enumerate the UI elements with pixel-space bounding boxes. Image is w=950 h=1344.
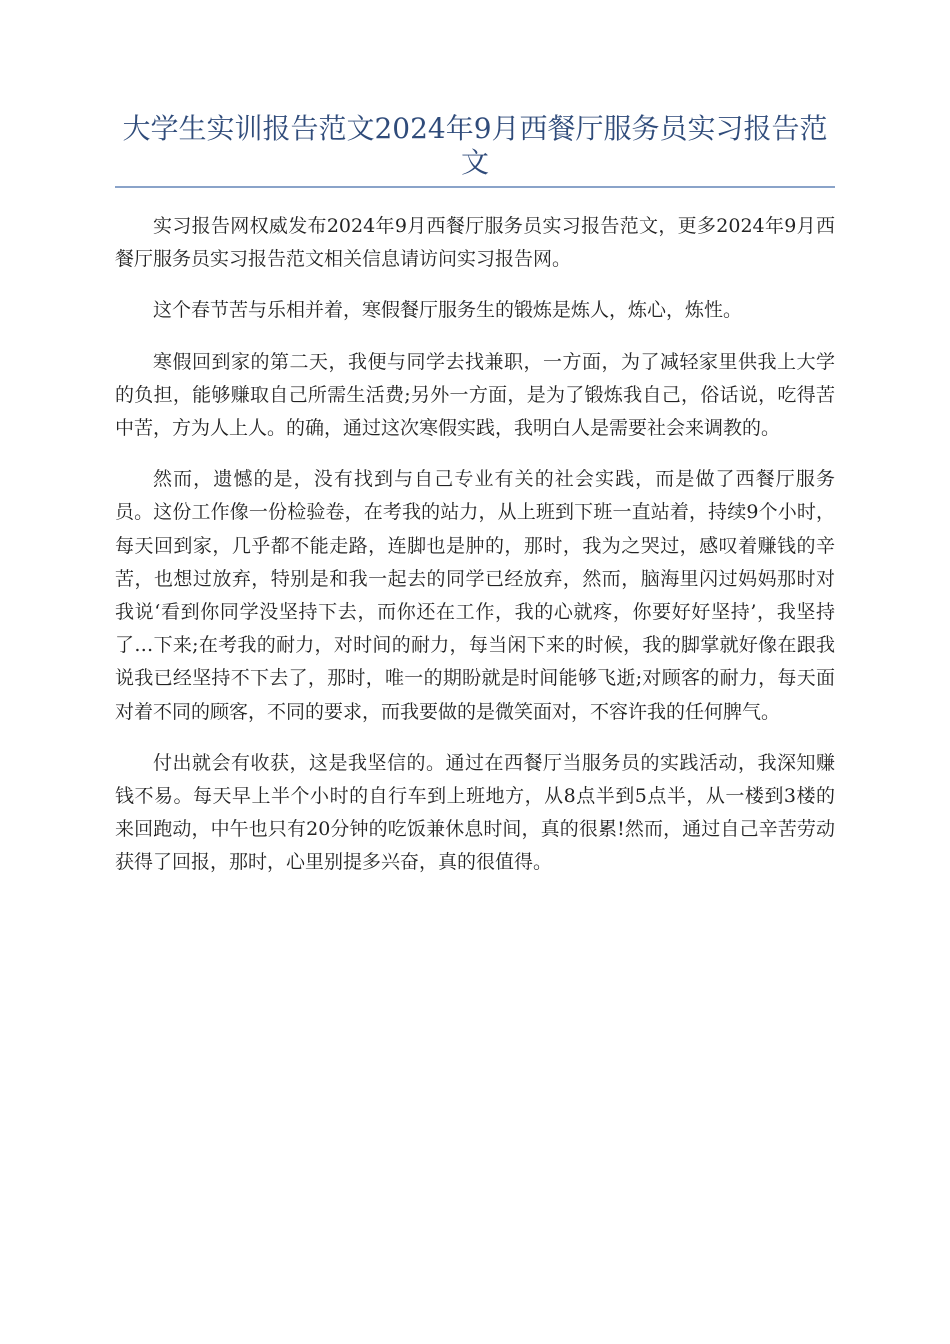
title-block xyxy=(115,112,835,188)
paragraph-3: 寒假回到家的第二天，我便与同学去找兼职，一方面，为了减轻家里供我上大学的负担，能够赚取自己所需生活费;另外一方面，是为了锻炼我自己，俗话说，吃得苦中苦，方为人上人。的确，通过这次寒假实践，我明白人是需要社会来调教的。 xyxy=(115,350,835,440)
page-title: 大学生实训报告范文2024年9月西餐厅服务员实习报告范文 xyxy=(122,112,828,179)
paragraph-5: 付出就会有收获，这是我坚信的。通过在西餐厅当服务员的实践活动，我深知赚钱不易。每天早上半个小时的自行车到上班地方，从8点半到5点半，从一楼到3楼的来回跑动，中午也只有20分钟的吃饭兼休息时间，真的很累!然而，通过自己辛苦劳动获得了回报，那时，心里别提多兴奋，真的很值得。 xyxy=(115,751,835,874)
paragraph-2: 这个春节苦与乐相并着，寒假餐厅服务生的锻炼是炼人，炼心，炼性。 xyxy=(153,299,743,322)
paragraph-1: 实习报告网权威发布2024年9月西餐厅服务员实习报告范文，更多2024年9月西餐厅服务员实习报告范文相关信息请访问实习报告网。 xyxy=(115,215,835,271)
document-body xyxy=(115,210,835,898)
title-divider xyxy=(115,186,835,188)
paragraph-4: 然而，遗憾的是，没有找到与自己专业有关的社会实践，而是做了西餐厅服务员。这份工作像一份检验卷，在考我的站力，从上班到下班一直站着，持续9个小时，每天回到家，几乎都不能走路，连脚也是肿的，那时，我为之哭过，感叹着赚钱的辛苦，也想过放弃，特别是和我一起去的同学已经放弃，然而，脑海里闪过妈妈那时对我说‘看到你同学没坚持下去，而你还在工作，我的心就疼，你要好好坚持’，我坚持了…下来;在考我的耐力，对时间的耐力，每当闲下来的时候，我的脚掌就好像在跟我说我已经坚持不下去了，那时，唯一的期盼就是时间能够飞逝;对顾客的耐力，每天面对着不同的顾客，不同的要求，而我要做的是微笑面对，不容许我的任何脾气。 xyxy=(115,468,835,723)
